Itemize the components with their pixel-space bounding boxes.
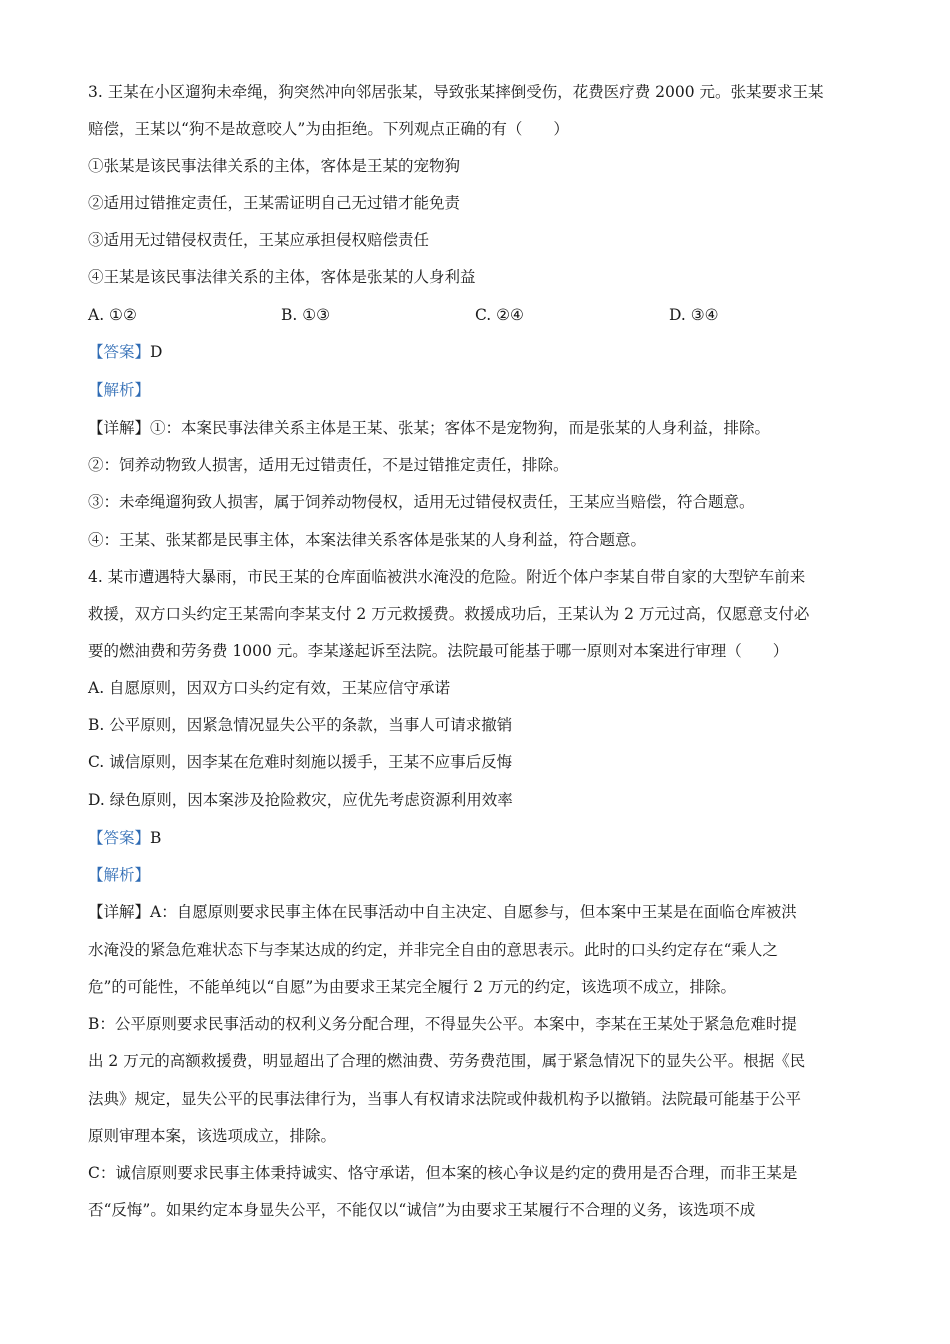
detail-label: 【详解】: [88, 903, 151, 921]
q4-detail-line-7: 原则审理本案，该选项成立，排除。: [88, 1127, 337, 1145]
q3-statement-3: ③适用无过错侵权责任，王某应承担侵权赔偿责任: [88, 231, 430, 249]
q3-detail-line-3: ③：未牵绳遛狗致人损害，属于饲养动物侵权，适用无过错侵权责任，王某应当赔偿，符合题意。: [88, 493, 755, 511]
q3-option-a: A. ①②: [88, 306, 137, 324]
detail-label: 【详解】: [88, 419, 151, 437]
q4-option-d: D. 绿色原则，因本案涉及抢险救灾，应优先考虑资源利用效率: [88, 791, 513, 809]
q3-detail-line-2: ②：饲养动物致人损害，适用无过错责任，不是过错推定责任，排除。: [88, 456, 569, 474]
q4-detail-line-1: [88, 902, 797, 922]
q3-option-c: C. ②④: [475, 306, 524, 324]
q3-detail-line-4: ④：王某、张某都是民事主体，本案法律关系客体是张某的人身利益，符合题意。: [88, 531, 647, 549]
q3-option-b: B. ①③: [281, 306, 331, 324]
q3-statement-1: ①张某是该民事法律关系的主体，客体是王某的宠物狗: [88, 157, 461, 175]
q4-stem-line-3: 要的燃油费和劳务费 1000 元。李某遂起诉至法院。法院最可能基于哪一原则对本案进行审理（ ）: [88, 642, 789, 660]
q3-analysis-label: [88, 380, 150, 400]
answer-value: B: [150, 829, 162, 847]
q3-answer: [88, 342, 162, 362]
answer-value: D: [150, 343, 163, 361]
q4-stem-line-2: 救援，双方口头约定王某需向李某支付 2 万元救援费。救援成功后，王某认为 2 万元过高，仅愿意支付必: [88, 605, 810, 623]
q4-detail-line-5: 出 2 万元的高额救援费，明显超出了合理的燃油费、劳务费范围，属于紧急情况下的显失公平。根据《民: [88, 1052, 806, 1070]
q4-detail-line-3: 危”的可能性，不能单纯以“自愿”为由要求王某完全履行 2 万元的约定，该选项不成立，排除。: [88, 978, 736, 996]
q4-stem-line-1: 4. 某市遭遇特大暴雨，市民王某的仓库面临被洪水淹没的危险。附近个体户李某自带自家的大型铲车前来: [88, 568, 806, 586]
q4-option-b: B. 公平原则，因紧急情况显失公平的条款，当事人可请求撤销: [88, 716, 513, 734]
q4-detail-line-4: B：公平原则要求民事活动的权利义务分配合理，不得显失公平。本案中，李某在王某处于紧急危难时提: [88, 1015, 797, 1033]
q4-detail-line-2: 水淹没的紧急危难状态下与李某达成的约定，并非完全自由的意思表示。此时的口头约定存在“乘人之: [88, 941, 778, 959]
q3-stem-line-2: 赔偿，王某以“狗不是故意咬人”为由拒绝。下列观点正确的有（ ）: [88, 120, 569, 138]
q3-option-d: D. ③④: [669, 306, 719, 324]
q3-stem-line-1: 3. 王某在小区遛狗未牵绳，狗突然冲向邻居张某，导致张某摔倒受伤，花费医疗费 2000 元。张某要求王某: [88, 83, 824, 101]
q4-detail-line-8: C：诚信原则要求民事主体秉持诚实、恪守承诺，但本案的核心争议是约定的费用是否合理，而非王某是: [88, 1164, 798, 1182]
analysis-label: 【解析】: [88, 381, 151, 399]
q4-analysis-label: [88, 865, 150, 885]
q4-detail-line-6: 法典》规定，显失公平的民事法律行为，当事人有权请求法院或仲裁机构予以撤销。法院最可能基于公平: [88, 1090, 802, 1108]
detail-text: A：自愿原则要求民事主体在民事活动中自主决定、自愿参与，但本案中王某是在面临仓库被洪: [150, 903, 797, 921]
answer-label: 【答案】: [88, 829, 151, 847]
q3-statement-2: ②适用过错推定责任，王某需证明自己无过错才能免责: [88, 194, 461, 212]
analysis-label: 【解析】: [88, 866, 151, 884]
q3-statement-4: ④王某是该民事法律关系的主体，客体是张某的人身利益: [88, 268, 476, 286]
detail-text: ①：本案民事法律关系主体是王某、张某；客体不是宠物狗，而是张某的人身利益，排除。: [150, 419, 771, 437]
q4-detail-line-9: 否“反悔”。如果约定本身显失公平，不能仅以“诚信”为由要求王某履行不合理的义务，该选项不成: [88, 1201, 756, 1219]
q4-answer: [88, 828, 161, 848]
answer-label: 【答案】: [88, 343, 151, 361]
q4-option-a: A. 自愿原则，因双方口头约定有效，王某应信守承诺: [88, 679, 451, 697]
q3-detail-line-1: [88, 418, 770, 438]
q4-option-c: C. 诚信原则，因李某在危难时刻施以援手，王某不应事后反悔: [88, 753, 513, 771]
